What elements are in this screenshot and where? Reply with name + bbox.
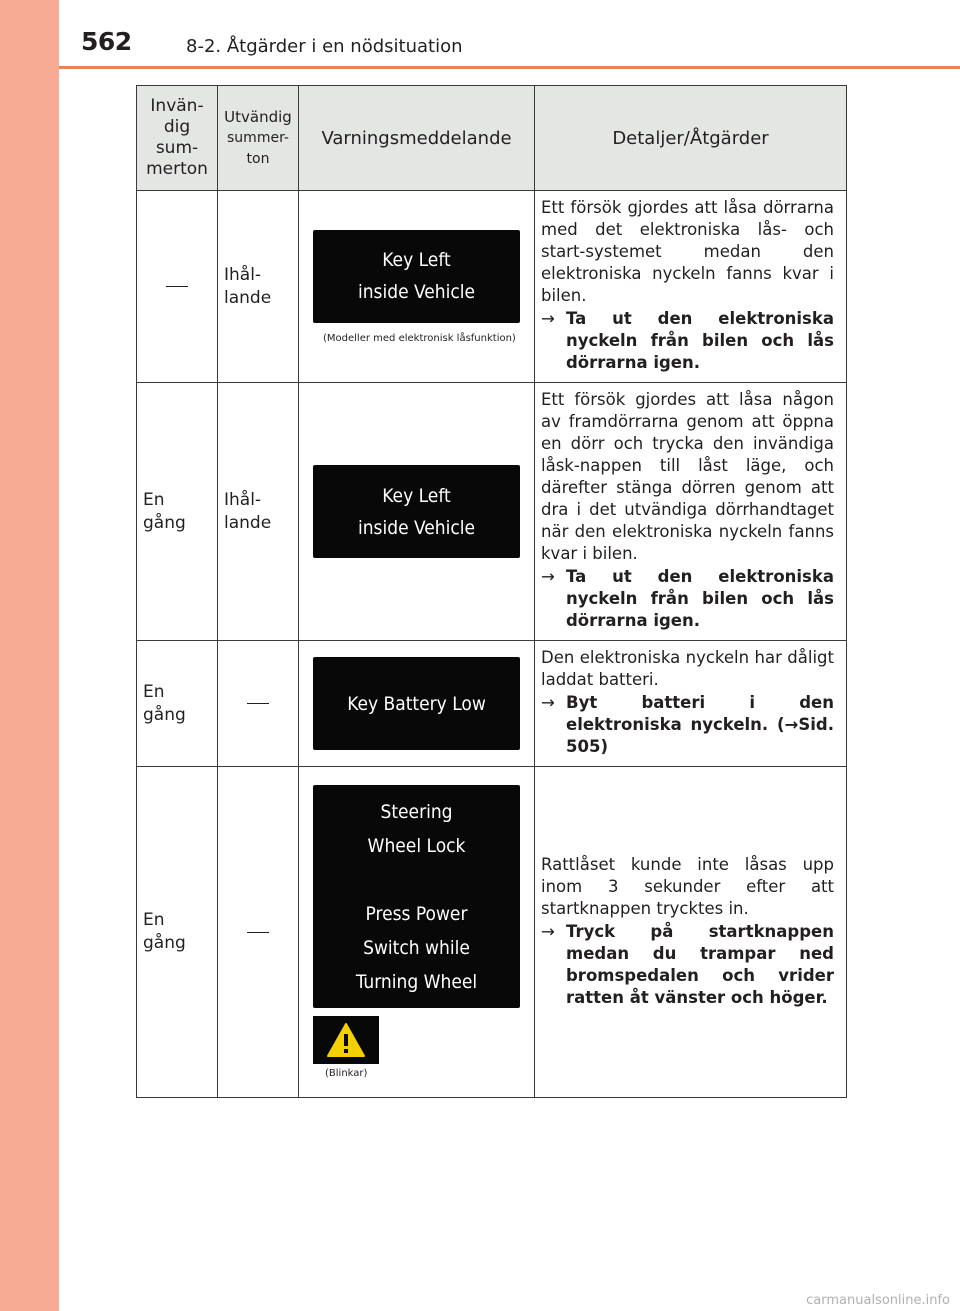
details-cell: Rattlåset kunde inte låsas upp inom 3 sekunder efter att startknappen trycktes in. → Tryck på startknappen medan du trampar ned bromspedalen och vrider ratten åt vänster och höger.	[535, 767, 847, 1098]
table-row	[137, 383, 847, 641]
panel-caption: (Blinkar)	[325, 1068, 368, 1079]
table-row	[137, 191, 847, 383]
warning-table	[136, 85, 847, 1098]
inside-buzzer-cell: En gång	[137, 767, 218, 1098]
header-warning-message: Varningsmeddelande	[299, 86, 535, 191]
display-panel: Key Left inside Vehicle	[313, 230, 520, 323]
outside-buzzer-cell: Ihål- lande	[218, 191, 299, 383]
warning-triangle-icon	[326, 1022, 366, 1058]
footer-watermark: carmanualsonline.info	[806, 1293, 950, 1308]
details-cell: Ett försök gjordes att låsa dörrarna med det elektroniska lås- och start-systemet medan den elektroniska nyckeln fanns kvar i bilen. → Ta ut den elektroniska nyckeln från bilen och lås dörrarna igen.	[535, 191, 847, 383]
details-cell: Den elektroniska nyckeln har dåligt laddat batteri. → Byt batteri i den elektroniska nyckeln. (→Sid. 505)	[535, 641, 847, 767]
side-color-strip	[0, 0, 59, 1311]
outside-buzzer-cell	[218, 641, 299, 767]
table-header-row	[137, 86, 847, 191]
warning-message-cell	[299, 767, 535, 1098]
table-row	[137, 767, 847, 1098]
section-title: 8-2. Åtgärder i en nödsituation	[186, 36, 463, 57]
dash-mark	[247, 703, 269, 704]
header-outside-buzzer: Utvändig summer- ton	[218, 86, 299, 191]
warning-message-cell	[299, 641, 535, 767]
warning-message-cell	[299, 191, 535, 383]
header-inside-buzzer: Invän- dig sum- merton	[137, 86, 218, 191]
inside-buzzer-cell	[137, 191, 218, 383]
header-details: Detaljer/Åtgärder	[535, 86, 847, 191]
inside-buzzer-cell: En gång	[137, 641, 218, 767]
warning-light	[313, 1016, 379, 1064]
warning-message-cell	[299, 383, 535, 641]
inside-buzzer-cell: En gång	[137, 383, 218, 641]
panel-caption: (Modeller med elektronisk låsfunktion)	[323, 332, 516, 344]
outside-buzzer-cell: Ihål- lande	[218, 383, 299, 641]
dash-mark	[166, 286, 188, 287]
header-divider	[59, 66, 960, 69]
outside-buzzer-cell	[218, 767, 299, 1098]
display-panel: Steering Wheel Lock Press Power Switch while Turning Wheel	[313, 785, 520, 1008]
table-row	[137, 641, 847, 767]
display-panel: Key Battery Low	[313, 657, 520, 750]
display-panel: Key Left inside Vehicle	[313, 465, 520, 558]
details-cell: Ett försök gjordes att låsa någon av framdörrarna genom att öppna en dörr och trycka den invändiga låsk-nappen till låst läge, och därefter stänga dörren genom att dra i det utvändiga dörrhandtaget när den elektroniska nyckeln fanns kvar i bilen. → Ta ut den elektroniska nyckeln från bilen och lås dörrarna igen.	[535, 383, 847, 641]
page-number: 562	[81, 27, 132, 56]
dash-mark	[247, 932, 269, 933]
